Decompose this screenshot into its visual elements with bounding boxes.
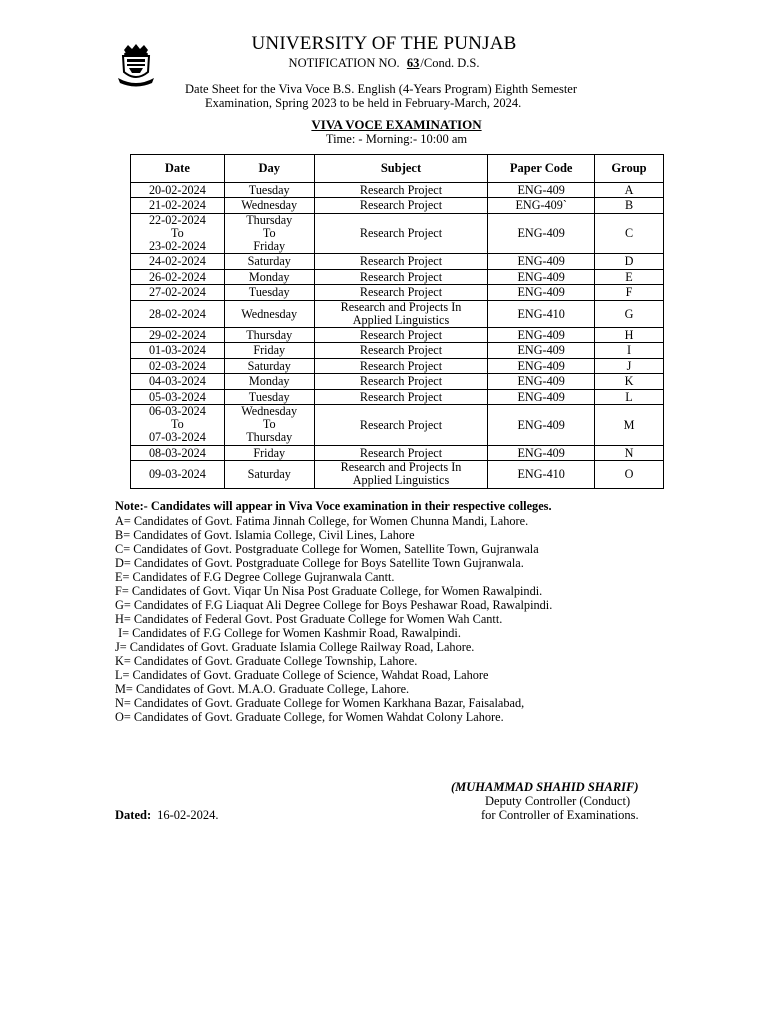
- cell-line: Friday: [253, 445, 286, 460]
- cell-line: 27-02-2024: [148, 285, 206, 300]
- cell-paper-code: ENG-409: [488, 213, 595, 254]
- cell-day: [224, 374, 314, 389]
- cell-line: To: [262, 417, 276, 432]
- cell-line: Saturday: [247, 254, 291, 269]
- table-row: [131, 445, 664, 460]
- cell-line: 05-03-2024: [148, 389, 206, 404]
- cell-paper-code: ENG-409: [488, 328, 595, 343]
- exam-time: Time: - Morning:- 10:00 am: [325, 132, 468, 146]
- cell-subject: [314, 254, 488, 269]
- cell-paper-code: ENG-410: [488, 300, 595, 327]
- header-group: Group: [595, 155, 664, 183]
- table-row: [131, 389, 664, 404]
- cell-paper-code: ENG-409: [488, 405, 595, 446]
- cell-group: B: [595, 198, 664, 213]
- cell-line: Tuesday: [248, 285, 290, 300]
- cell-paper-code: ENG-409: [488, 445, 595, 460]
- notification-prefix: NOTIFICATION NO.: [288, 56, 400, 70]
- table-row: [131, 358, 664, 373]
- cell-paper-code: ENG-409: [488, 183, 595, 198]
- cell-subject: [314, 183, 488, 198]
- cell-line: 08-03-2024: [148, 445, 206, 460]
- cell-line: Friday: [253, 343, 286, 358]
- note-heading: Note:- Candidates will appear in Viva Voce examination in their respective colleges.: [115, 499, 552, 513]
- schedule-table: [130, 154, 664, 489]
- header-day: Day: [224, 155, 314, 183]
- cell-line: Research and Projects In: [340, 299, 462, 314]
- table-row: [131, 374, 664, 389]
- note-item: F= Candidates of Govt. Viqar Un Nisa Post Graduate College, for Women Rawalpindi.: [115, 584, 543, 598]
- table-row: [131, 461, 664, 488]
- table-row: [131, 300, 664, 327]
- table-row: [131, 183, 664, 198]
- cell-line: 02-03-2024: [148, 358, 206, 373]
- note-item: C= Candidates of Govt. Postgraduate College for Women, Satellite Town, Gujranwala: [115, 542, 539, 556]
- cell-date: [131, 389, 225, 404]
- cell-subject: [314, 328, 488, 343]
- cell-date: [131, 445, 225, 460]
- cell-paper-code: ENG-409: [488, 269, 595, 284]
- note-item: H= Candidates of Federal Govt. Post Graduate College for Women Wah Cantt.: [115, 612, 503, 626]
- cell-day: [224, 405, 314, 446]
- cell-line: Research Project: [359, 358, 443, 373]
- cell-date: [131, 213, 225, 254]
- cell-date: [131, 374, 225, 389]
- cell-day: [224, 198, 314, 213]
- cell-line: To: [262, 226, 276, 241]
- cell-paper-code: ENG-409: [488, 358, 595, 373]
- dated-label: Dated:: [115, 808, 152, 822]
- cell-line: Thursday: [246, 328, 293, 343]
- cell-line: 24-02-2024: [148, 254, 206, 269]
- cell-group: F: [595, 285, 664, 300]
- cell-date: [131, 254, 225, 269]
- signatory-office: for Controller of Examinations.: [481, 808, 639, 822]
- notes-section: [115, 499, 552, 724]
- cell-line: Research Project: [359, 445, 443, 460]
- note-item: N= Candidates of Govt. Graduate College for Women Karkhana Bazar, Faisalabad,: [115, 696, 525, 710]
- cell-line: Tuesday: [248, 183, 290, 197]
- cell-date: [131, 328, 225, 343]
- cell-day: [224, 285, 314, 300]
- cell-line: Research Project: [359, 254, 443, 269]
- table-header-row: [131, 155, 664, 183]
- header-subject: Subject: [314, 155, 488, 183]
- cell-date: [131, 183, 225, 198]
- note-list: [115, 514, 552, 724]
- note-item: M= Candidates of Govt. M.A.O. Graduate College, Lahore.: [115, 682, 410, 696]
- cell-line: Research Project: [359, 328, 443, 343]
- cell-line: 01-03-2024: [148, 343, 206, 358]
- cell-paper-code: ENG-409: [488, 343, 595, 358]
- cell-subject: [314, 389, 488, 404]
- note-item: K= Candidates of Govt. Graduate College Township, Lahore.: [115, 654, 418, 668]
- cell-paper-code: ENG-409: [488, 389, 595, 404]
- university-title: UNIVERSITY OF THE PUNJAB: [251, 33, 517, 54]
- cell-line: To: [171, 417, 184, 432]
- cell-line: 21-02-2024: [148, 198, 206, 213]
- table-row: [131, 343, 664, 358]
- cell-line: Research Project: [359, 269, 443, 284]
- cell-subject: [314, 269, 488, 284]
- cell-day: [224, 254, 314, 269]
- cell-group: E: [595, 269, 664, 284]
- cell-subject: [314, 285, 488, 300]
- note-item: O= Candidates of Govt. Graduate College, for Women Wahdat Colony Lahore.: [115, 710, 504, 724]
- cell-group: O: [595, 461, 664, 488]
- cell-line: 29-02-2024: [148, 328, 206, 343]
- cell-line: 23-02-2024: [148, 239, 206, 254]
- note-item: B= Candidates of Govt. Islamia College, Civil Lines, Lahore: [115, 528, 415, 542]
- note-item: L= Candidates of Govt. Graduate College of Science, Wahdat Road, Lahore: [115, 668, 489, 682]
- cell-line: Research Project: [359, 226, 443, 241]
- cell-day: [224, 213, 314, 254]
- notification-value: 63: [406, 56, 420, 70]
- cell-line: Friday: [253, 239, 286, 254]
- cell-day: [224, 445, 314, 460]
- cell-date: [131, 343, 225, 358]
- note-item: E= Candidates of F.G Degree College Gujranwala Cantt.: [115, 570, 395, 584]
- note-item: I= Candidates of F.G College for Women Kashmir Road, Rawalpindi.: [115, 626, 461, 640]
- cell-group: A: [595, 183, 664, 198]
- cell-subject: [314, 405, 488, 446]
- cell-line: Research Project: [359, 343, 443, 358]
- cell-subject: [314, 343, 488, 358]
- cell-day: [224, 183, 314, 198]
- cell-day: [224, 461, 314, 488]
- cell-group: I: [595, 343, 664, 358]
- note-item: A= Candidates of Govt. Fatima Jinnah College, for Women Chunna Mandi, Lahore.: [115, 514, 529, 528]
- cell-line: Saturday: [247, 358, 291, 373]
- cell-paper-code: ENG-409: [488, 374, 595, 389]
- cell-line: Applied Linguistics: [352, 473, 450, 488]
- table-row: [131, 198, 664, 213]
- cell-subject: [314, 213, 488, 254]
- dated-value: 16-02-2024.: [157, 808, 219, 822]
- cell-line: Monday: [248, 374, 290, 389]
- table-row: [131, 285, 664, 300]
- cell-line: 28-02-2024: [148, 306, 206, 321]
- cell-date: [131, 269, 225, 284]
- cell-line: 09-03-2024: [148, 467, 206, 482]
- notification-number: [0, 56, 768, 71]
- cell-line: Research Project: [359, 285, 443, 300]
- cell-line: Wednesday: [241, 306, 298, 321]
- cell-paper-code: ENG-409: [488, 254, 595, 269]
- note-item: G= Candidates of F.G Liaquat Ali Degree College for Boys Peshawar Road, Rawalpindi.: [115, 598, 553, 612]
- cell-subject: [314, 358, 488, 373]
- intro-line-1: Date Sheet for the Viva Voce B.S. English (4-Years Program) Eighth Semester: [185, 82, 578, 96]
- table-row: [131, 405, 664, 446]
- cell-date: [131, 461, 225, 488]
- cell-group: H: [595, 328, 664, 343]
- cell-line: 26-02-2024: [148, 269, 206, 284]
- note-item: D= Candidates of Govt. Postgraduate College for Boys Satellite Town Gujranwala.: [115, 556, 524, 570]
- cell-line: Saturday: [247, 467, 291, 482]
- cell-day: [224, 343, 314, 358]
- cell-day: [224, 300, 314, 327]
- cell-day: [224, 269, 314, 284]
- cell-date: [131, 405, 225, 446]
- cell-line: Wednesday: [241, 198, 298, 213]
- schedule-body: [131, 183, 664, 489]
- cell-line: To: [171, 226, 184, 241]
- cell-line: 04-03-2024: [148, 374, 206, 389]
- cell-group: C: [595, 213, 664, 254]
- signatory-role: Deputy Controller (Conduct): [485, 794, 631, 808]
- cell-line: Research and Projects In: [340, 460, 462, 475]
- cell-subject: [314, 374, 488, 389]
- cell-subject: [314, 461, 488, 488]
- table-row: [131, 328, 664, 343]
- cell-subject: [314, 445, 488, 460]
- cell-line: Tuesday: [248, 389, 290, 404]
- table-row: [131, 254, 664, 269]
- cell-line: Thursday: [246, 212, 293, 227]
- cell-date: [131, 198, 225, 213]
- cell-group: J: [595, 358, 664, 373]
- cell-line: Applied Linguistics: [352, 312, 450, 327]
- cell-date: [131, 285, 225, 300]
- intro-line-2: Examination, Spring 2023 to be held in February-March, 2024.: [205, 96, 522, 110]
- cell-group: N: [595, 445, 664, 460]
- cell-line: Research Project: [359, 198, 443, 213]
- note-item: J= Candidates of Govt. Graduate Islamia College Railway Road, Lahore.: [115, 640, 475, 654]
- cell-group: G: [595, 300, 664, 327]
- cell-line: Thursday: [246, 430, 293, 445]
- cell-group: D: [595, 254, 664, 269]
- cell-group: K: [595, 374, 664, 389]
- cell-line: 22-02-2024: [148, 212, 206, 227]
- table-row: [131, 269, 664, 284]
- table-row: [131, 213, 664, 254]
- cell-line: Monday: [248, 269, 290, 284]
- signatory-name: (MUHAMMAD SHAHID SHARIF): [451, 780, 639, 794]
- cell-line: 20-02-2024: [148, 183, 206, 197]
- cell-day: [224, 389, 314, 404]
- cell-paper-code: ENG-410: [488, 461, 595, 488]
- cell-date: [131, 358, 225, 373]
- cell-line: Research Project: [359, 417, 443, 432]
- cell-line: 07-03-2024: [148, 430, 206, 445]
- cell-day: [224, 358, 314, 373]
- notification-suffix: /Cond. D.S.: [420, 56, 480, 70]
- cell-line: Research Project: [359, 374, 443, 389]
- cell-subject: [314, 300, 488, 327]
- header-date: Date: [131, 155, 225, 183]
- cell-line: 06-03-2024: [148, 404, 206, 419]
- cell-date: [131, 300, 225, 327]
- cell-line: Wednesday: [241, 404, 298, 419]
- cell-subject: [314, 198, 488, 213]
- header-paper-code: Paper Code: [488, 155, 595, 183]
- dated-line: [115, 808, 219, 823]
- cell-paper-code: ENG-409`: [488, 198, 595, 213]
- cell-group: L: [595, 389, 664, 404]
- cell-line: Research Project: [359, 183, 443, 197]
- cell-group: M: [595, 405, 664, 446]
- cell-paper-code: ENG-409: [488, 285, 595, 300]
- cell-line: Research Project: [359, 389, 443, 404]
- cell-day: [224, 328, 314, 343]
- exam-title: VIVA VOCE EXAMINATION: [311, 117, 482, 132]
